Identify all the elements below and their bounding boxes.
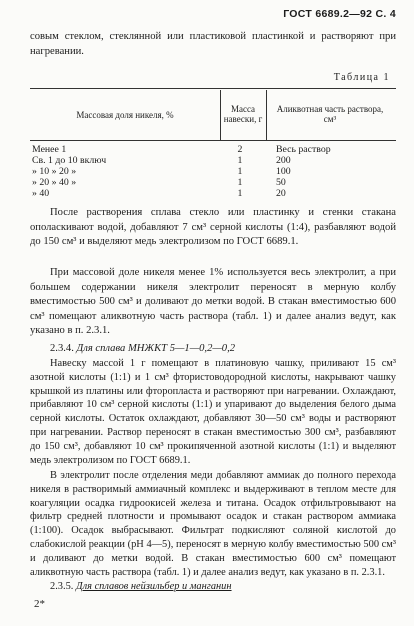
table-row <box>30 188 396 199</box>
table-row <box>30 166 396 177</box>
running-header: ГОСТ 6689.2—92 С. 4 <box>283 8 396 20</box>
table-cell: 1 <box>237 155 243 166</box>
table-cell: » 10 » 20 » <box>32 166 77 177</box>
table-row <box>30 155 396 166</box>
table-cell: 2 <box>237 144 243 155</box>
table-cell: Менее 1 <box>32 144 67 155</box>
body-paragraph: При массовой доле никеля менее 1% используется весь электролит, а при большем содержании никеля электролит переносят в мерную колбу вместимостью 500 см³ и доливают до метки водой. В стакан вместимостью 600 см³ помещают аликвотную часть раствора (табл. 1) и далее анализ ведут, как указано в п. 2.3.1. <box>30 267 396 337</box>
body-paragraph: После растворения сплава стекло или пластинку и стенки стакана ополаскивают водой, добавляют 7 см³ серной кислоты (1:4), разбавляют водой до 150 см³ и выделяют медь электролизом по ГОСТ 6689.1. <box>30 207 396 248</box>
table-header-nickel: Массовая доля никеля, % <box>76 110 174 120</box>
table-caption: Таблица 1 <box>333 72 390 83</box>
table-header-mass: Масса навески, г <box>223 104 263 124</box>
body-paragraph: В электролит после отделения меди добавляют аммиак до полного перехода никеля в растворимый аммиачный комплекс и выдерживают в теплом месте для коагуляции осадка гидроокисей железа и титана. Осадок отфильтровывают на фильтр средней плотности и промывают осадок и стакан раствором аммиака (1:100). Осадок выбрасывают. Фильтрат подкисляют соляной кислотой до слабокислой реакции (рН 4—5), переносят в мерную колбу вместимостью 500 см³ и доливают до метки водой. В стакан вместимостью 600 см³ помещают аликвотную часть раствора (табл. 1) и далее анализ ведут, как указано в п. 2.3.1. <box>30 470 396 578</box>
table-cell: 200 <box>276 155 291 166</box>
table-cell: » 20 » 40 » <box>32 177 77 188</box>
table-cell: Св. 1 до 10 включ <box>32 155 107 166</box>
section-heading-2-3-5 <box>30 580 396 595</box>
section-number: 2.3.5. <box>50 581 74 592</box>
table-cell: 1 <box>237 166 243 177</box>
intro-paragraph: совым стеклом, стеклянной или пластиковой пластинкой и растворяют при нагревании. <box>30 31 396 57</box>
table-cell: 50 <box>276 177 286 188</box>
section-title: Для сплава МНЖКТ 5—1—0,2—0,2 <box>76 343 236 354</box>
table-row <box>30 177 396 188</box>
table-header-rule <box>30 140 396 141</box>
table-cell: Весь раствор <box>276 144 331 155</box>
section-number: 2.3.4. <box>50 343 74 354</box>
table-cell: » 40 <box>32 188 50 199</box>
section-heading-2-3-4 <box>30 342 396 357</box>
table-row <box>30 144 396 155</box>
table-cell: 20 <box>276 188 286 199</box>
table-cell: 1 <box>237 188 243 199</box>
body-paragraph: Навеску массой 1 г помещают в платиновую чашку, приливают 15 см³ азотной кислоты (1:1) и 1 см³ фтористоводородной кислоты, накрывают чашку крышкой из платины или фторопласта и растворяют при нагревании. Охлаждают, прибавляют 10 см³ серной кислоты (1:1) и упаривают до выделения белого дыма серной кислоты. Остаток охлаждают, добавляют 30—50 см³ воды и растворяют при нагревании. Раствор переносят в стакан вместимостью 300 см³, разбавляют до 150 см³, добавляют 10 см³ прокипяченной азотной кислоты (1:1) и выделяют медь электролизом по ГОСТ 6689.1. <box>30 358 396 466</box>
table-top-rule <box>30 88 396 89</box>
signature-mark: 2* <box>34 598 45 610</box>
table-cell: 1 <box>237 177 243 188</box>
table-header-aliquot: Аликвотная часть раствора, см³ <box>276 104 384 124</box>
table-cell: 100 <box>276 166 291 177</box>
section-title: Для сплавов нейзильбер и манганин <box>76 581 232 592</box>
table-column-separator <box>266 90 267 140</box>
